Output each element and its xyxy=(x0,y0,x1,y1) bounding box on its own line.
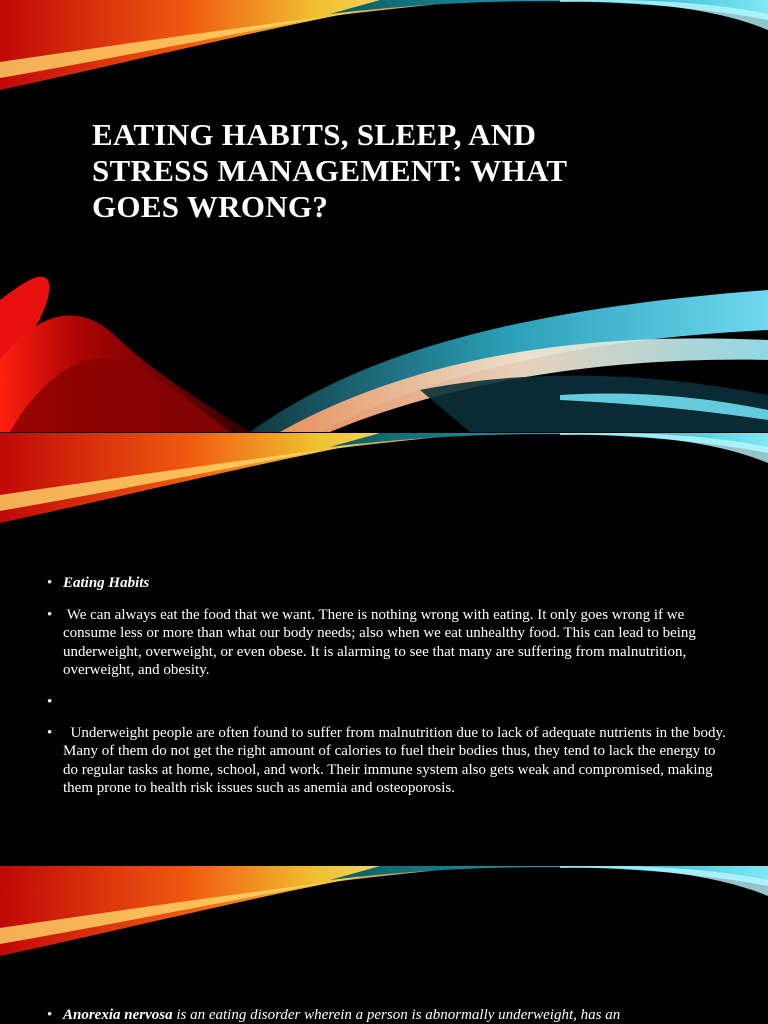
bullet-list xyxy=(46,1006,726,1024)
list-item xyxy=(46,724,730,798)
slide-title xyxy=(0,0,768,432)
term: Anorexia nervosa xyxy=(63,1007,173,1023)
paragraph-text xyxy=(63,1007,620,1023)
decorative-swoosh-graphic xyxy=(0,433,768,533)
list-item xyxy=(46,693,726,711)
slide-anorexia xyxy=(0,866,768,1024)
decorative-swoosh-graphic xyxy=(0,866,768,966)
list-item xyxy=(46,606,726,680)
list-item xyxy=(46,574,726,593)
section-heading: Eating Habits xyxy=(63,575,150,591)
slide-eating-habits xyxy=(0,433,768,865)
bullet-glyph: • xyxy=(47,693,53,710)
paragraph-text: We can always eat the food that we want. There is nothing wrong with eating. It only goes wrong if we consume less or more than what our body needs; also when we eat unhealthy food. This can lead to being underweight, overweight, or even obese. It is alarming to see that many are suffering from malnutrition, overweight, and obesity. xyxy=(63,606,700,678)
bullet-glyph: • xyxy=(47,606,53,623)
bullet-glyph: • xyxy=(47,724,53,741)
bullet-list xyxy=(46,574,730,811)
bullet-glyph: • xyxy=(47,1007,53,1023)
list-item xyxy=(46,1006,726,1024)
bullet-glyph: • xyxy=(47,575,53,591)
paragraph-text: Underweight people are often found to suffer from malnutrition due to lack of adequate nutrients in the body. Many of them do not get the right amount of calories to fuel their bodies thus, they tend to lack the energy to do regular tasks at home, school, and work. Their immune system also gets weak and compromised, making them prone to health risk issues such as anemia and osteoporosis. xyxy=(63,724,730,796)
slide-title-heading: EATING HABITS, SLEEP, AND STRESS MANAGEMENT: WHAT GOES WRONG? xyxy=(92,117,567,224)
term-description: is an eating disorder wherein a person is abnormally underweight, has an xyxy=(172,1007,621,1023)
